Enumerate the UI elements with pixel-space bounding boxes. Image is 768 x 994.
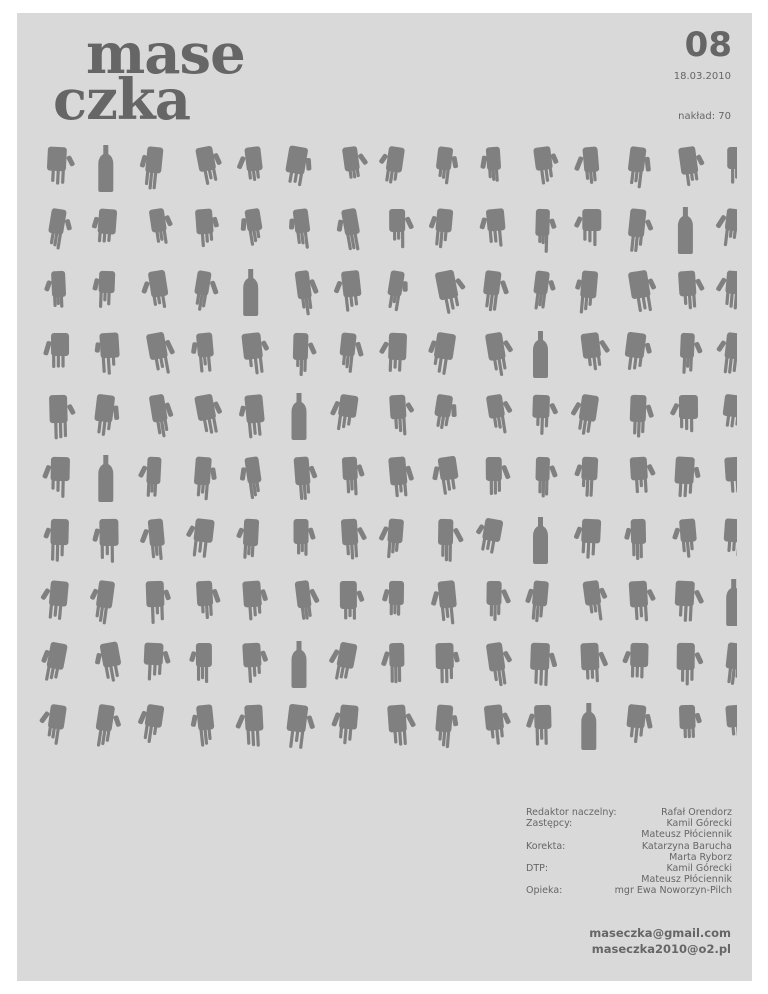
hand-icon xyxy=(382,581,405,616)
hand-icon xyxy=(138,270,170,312)
credit-row xyxy=(526,885,732,896)
hand-icon xyxy=(194,392,226,435)
credit-role: Opieka: xyxy=(526,885,563,897)
hand-icon xyxy=(429,456,461,497)
bottle-icon xyxy=(533,331,548,378)
bottle-icon xyxy=(292,393,307,440)
hand-icon xyxy=(385,270,411,312)
hand-icon xyxy=(481,270,512,313)
hand-icon xyxy=(295,269,322,316)
credit-row xyxy=(526,863,732,874)
hand-icon xyxy=(196,580,222,619)
hand-icon xyxy=(580,642,609,683)
hand-icon xyxy=(574,209,602,246)
hand-icon xyxy=(486,457,511,495)
hand-icon xyxy=(438,519,465,562)
hand-icon xyxy=(295,579,322,621)
hand-icon xyxy=(189,643,212,683)
hand-icon xyxy=(532,395,559,436)
credit-name: Marta Ryborz xyxy=(669,851,732,863)
hand-icon xyxy=(146,580,172,624)
hand-icon xyxy=(238,208,265,247)
bottle-icon xyxy=(243,269,258,316)
logo-line-1: mase xyxy=(86,21,245,87)
hand-icon xyxy=(338,332,366,374)
hand-icon xyxy=(380,643,404,684)
hand-icon xyxy=(721,394,737,430)
hand-icon xyxy=(188,704,216,747)
hand-icon xyxy=(624,519,647,560)
credit-name: Kamil Górecki xyxy=(666,862,732,874)
hand-icon xyxy=(283,145,315,187)
hand-icon xyxy=(341,518,369,560)
credit-name: mgr Ewa Noworzyn-Pilch xyxy=(614,885,732,897)
hand-icon xyxy=(485,330,518,377)
hand-icon xyxy=(234,146,264,183)
hand-icon xyxy=(333,208,363,254)
hand-icon xyxy=(630,456,657,494)
magazine-cover xyxy=(17,13,752,981)
bottle-icon xyxy=(678,207,693,254)
hand-icon xyxy=(38,579,69,620)
hand-icon xyxy=(486,392,516,435)
hand-icon xyxy=(567,392,599,436)
hand-icon xyxy=(234,704,264,747)
credit-role: Redaktor naczelny: xyxy=(526,807,617,818)
hand-icon xyxy=(533,145,561,185)
hand-icon xyxy=(484,703,514,745)
hand-icon xyxy=(389,209,414,248)
hand-icon xyxy=(235,518,259,559)
hand-icon xyxy=(670,518,698,559)
credit-name: Mateusz Płóciennik xyxy=(641,874,732,886)
hand-icon xyxy=(183,517,215,558)
logo-line-2: czka xyxy=(53,67,190,133)
hand-icon xyxy=(724,642,737,686)
hand-icon xyxy=(670,395,699,432)
hand-icon xyxy=(580,331,612,372)
hand-icon xyxy=(241,331,272,375)
hand-icon xyxy=(432,394,460,431)
hand-icon xyxy=(472,516,503,554)
hand-icon xyxy=(486,641,516,688)
hand-icon xyxy=(340,581,365,620)
bottle-icon xyxy=(533,517,548,564)
hand-icon xyxy=(727,147,737,186)
hand-icon xyxy=(389,394,416,436)
hand-icon xyxy=(535,457,558,498)
hand-icon xyxy=(330,704,359,745)
hand-icon xyxy=(435,643,460,684)
hand-icon xyxy=(342,456,366,496)
hand-icon xyxy=(629,580,658,622)
hand-icon xyxy=(573,456,598,497)
hand-icon xyxy=(46,208,75,251)
credit-row xyxy=(526,829,732,840)
hand-icon xyxy=(191,270,222,313)
hand-icon xyxy=(86,579,115,625)
hand-icon xyxy=(676,643,704,686)
credit-row xyxy=(526,841,732,852)
bottle-icon xyxy=(98,145,113,192)
hand-icon xyxy=(388,456,416,498)
contact-block xyxy=(589,925,731,957)
hand-icon xyxy=(42,457,70,498)
credit-row xyxy=(526,818,732,829)
hand-icon xyxy=(49,395,77,440)
hand-icon xyxy=(342,145,370,180)
hand-icon xyxy=(284,704,318,751)
issue-number: 08 xyxy=(684,25,732,65)
email-address-1: maseczka@gmail.com xyxy=(589,926,731,940)
hand-icon xyxy=(93,704,124,750)
hand-icon xyxy=(143,643,172,682)
hand-icon xyxy=(434,704,460,749)
hand-icon xyxy=(478,208,507,248)
hand-icon xyxy=(328,393,359,433)
email-address-2: maseczka2010@o2.pl xyxy=(591,942,731,956)
hand-icon xyxy=(149,393,177,439)
hand-icon xyxy=(486,581,511,621)
hand-icon xyxy=(525,705,552,746)
hand-icon xyxy=(138,518,167,561)
hand-icon xyxy=(137,456,162,497)
hand-icon xyxy=(37,702,67,745)
credit-row xyxy=(526,874,732,885)
hand-icon xyxy=(626,208,655,254)
hand-icon xyxy=(425,331,456,376)
hand-icon xyxy=(531,270,558,311)
hand-icon xyxy=(91,641,124,684)
hand-icon xyxy=(626,146,654,189)
hand-icon xyxy=(679,705,703,739)
credits-block xyxy=(526,807,732,897)
hand-icon xyxy=(435,268,471,315)
hand-icon xyxy=(535,209,558,253)
credit-role: Zastępcy: xyxy=(526,818,573,830)
hand-icon xyxy=(287,208,313,251)
hand-icon xyxy=(623,332,654,373)
hand-icon xyxy=(434,146,461,185)
hand-icon xyxy=(325,640,357,682)
hand-icon xyxy=(195,144,226,186)
bottle-icon xyxy=(292,641,307,688)
hand-icon xyxy=(573,270,599,315)
hand-icon xyxy=(625,704,655,745)
credit-name: Mateusz Płóciennik xyxy=(641,829,732,841)
credit-role: DTP: xyxy=(526,862,549,874)
hand-icon xyxy=(713,207,737,248)
bottle-icon xyxy=(726,579,737,626)
hand-icon xyxy=(43,271,67,309)
hand-icon xyxy=(582,579,610,622)
hand-icon xyxy=(678,270,706,310)
hand-icon xyxy=(92,519,119,563)
hand-icon xyxy=(622,643,649,679)
credit-role: Korekta: xyxy=(526,840,566,852)
credit-row xyxy=(526,807,732,818)
bottle-icon xyxy=(581,703,596,750)
hand-icon xyxy=(331,270,363,313)
hand-icon xyxy=(242,580,269,621)
credit-name: Katarzyna Barucha xyxy=(641,840,732,852)
hand-icon xyxy=(678,145,708,187)
hand-icon xyxy=(529,643,558,687)
hand-pattern-grid xyxy=(37,141,737,761)
hand-icon xyxy=(429,580,459,626)
hand-icon xyxy=(137,146,163,191)
bottle-icon xyxy=(98,455,113,502)
issue-date: 18.03.2010 xyxy=(673,71,731,82)
hand-icon xyxy=(629,395,655,438)
hand-icon xyxy=(427,208,454,249)
hand-icon xyxy=(195,208,221,248)
hand-icon xyxy=(237,394,266,439)
hand-icon xyxy=(628,269,660,314)
hand-icon xyxy=(189,332,215,373)
hand-icon xyxy=(724,456,737,494)
hand-icon xyxy=(149,207,176,246)
hand-icon xyxy=(376,145,405,185)
hand-icon xyxy=(294,456,320,501)
hand-icon xyxy=(38,640,68,683)
hand-icon xyxy=(146,330,179,376)
hand-icon xyxy=(43,333,69,368)
hand-icon xyxy=(292,333,317,377)
hand-icon xyxy=(90,208,117,243)
hand-icon xyxy=(679,333,704,375)
hand-icon xyxy=(674,456,702,498)
hand-icon xyxy=(135,703,165,745)
hand-icon xyxy=(725,704,737,743)
hand-icon xyxy=(523,580,549,623)
hand-icon xyxy=(242,642,269,683)
hand-icon xyxy=(42,519,69,562)
hand-icon xyxy=(46,146,76,185)
hand-icon xyxy=(294,519,316,556)
credit-row xyxy=(526,852,732,863)
print-run: nakład: 70 xyxy=(678,111,731,122)
hand-icon xyxy=(377,518,404,559)
hand-icon xyxy=(714,269,737,309)
logo xyxy=(53,21,245,133)
hand-icon xyxy=(193,456,219,501)
hand-icon xyxy=(93,332,120,375)
hand-icon xyxy=(723,518,737,557)
credit-name: Rafał Orendorz xyxy=(661,807,732,818)
hand-icon xyxy=(713,331,737,375)
hand-icon xyxy=(387,704,418,747)
hand-icon xyxy=(92,270,116,308)
hand-icon xyxy=(237,456,264,500)
hand-icon xyxy=(93,394,123,438)
hand-icon xyxy=(479,147,502,183)
hand-icon xyxy=(572,518,601,559)
credit-name: Kamil Górecki xyxy=(666,818,732,830)
hand-icon xyxy=(572,146,600,185)
hand-icon xyxy=(378,332,407,372)
hand-icon xyxy=(674,580,706,622)
